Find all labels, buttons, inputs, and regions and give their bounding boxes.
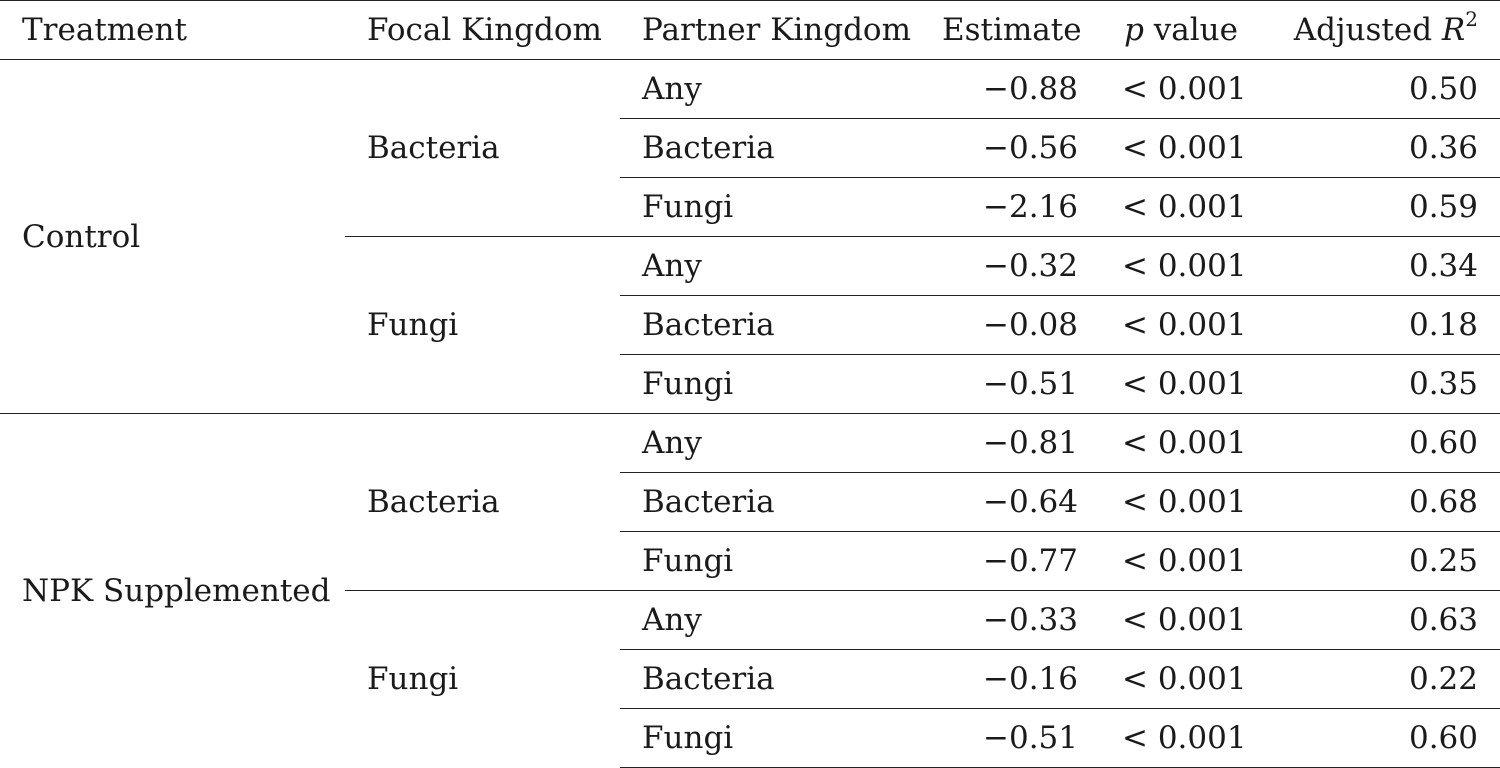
focal-kingdom-cell: Fungi [345, 591, 620, 768]
partner-kingdom-cell: Any [620, 237, 920, 296]
p-value-cell: < 0.001 [1100, 237, 1260, 296]
adjusted-r2-cell: 0.34 [1260, 237, 1500, 296]
focal-kingdom-cell: Bacteria [367, 130, 500, 166]
p-value-cell: < 0.001 [1100, 296, 1260, 355]
partner-kingdom-cell: Fungi [620, 532, 920, 591]
table-row [0, 60, 1500, 119]
partner-kingdom-cell: Bacteria [620, 119, 920, 178]
table-row [0, 414, 1500, 473]
adjusted-r2-cell: 0.60 [1260, 414, 1500, 473]
header-r2-italic: R [1441, 12, 1466, 48]
adjusted-r2-cell: 0.25 [1260, 532, 1500, 591]
adjusted-r2-cell: 0.68 [1260, 473, 1500, 532]
p-value-cell: < 0.001 [1100, 709, 1260, 768]
focal-kingdom-cell: Bacteria [345, 414, 620, 591]
partner-kingdom-cell: Bacteria [620, 650, 920, 709]
partner-kingdom-cell: Fungi [620, 355, 920, 414]
p-value-cell: < 0.001 [1122, 71, 1247, 107]
header-r2-sup: 2 [1465, 6, 1478, 31]
header-row [0, 1, 1500, 60]
estimate-cell: −0.32 [920, 237, 1100, 296]
header-focal-kingdom: Focal Kingdom [367, 12, 602, 48]
header-r2-prefix: Adjusted [1293, 12, 1442, 48]
p-value-cell: < 0.001 [1100, 591, 1260, 650]
p-value-cell: < 0.001 [1100, 532, 1260, 591]
estimate-cell: −2.16 [920, 178, 1100, 237]
header-p-rest: value [1143, 12, 1238, 48]
partner-kingdom-cell: Any [620, 591, 920, 650]
treatment-cell: Control [22, 218, 141, 255]
estimate-cell: −0.16 [920, 650, 1100, 709]
p-value-cell: < 0.001 [1100, 355, 1260, 414]
partner-kingdom-cell: Fungi [620, 178, 920, 237]
estimate-cell: −0.51 [920, 709, 1100, 768]
adjusted-r2-cell: 0.59 [1260, 178, 1500, 237]
adjusted-r2-cell: 0.36 [1260, 119, 1500, 178]
header-estimate: Estimate [942, 12, 1082, 48]
p-value-cell: < 0.001 [1100, 473, 1260, 532]
adjusted-r2-cell: 0.35 [1260, 355, 1500, 414]
partner-kingdom-cell: Bacteria [620, 473, 920, 532]
partner-kingdom-cell: Any [620, 414, 920, 473]
adjusted-r2-cell: 0.22 [1260, 650, 1500, 709]
table-body [0, 60, 1500, 768]
adjusted-r2-cell: 0.63 [1260, 591, 1500, 650]
estimate-cell: −0.08 [920, 296, 1100, 355]
focal-kingdom-cell: Fungi [345, 237, 620, 414]
estimate-cell: −0.77 [920, 532, 1100, 591]
estimate-cell: −0.64 [920, 473, 1100, 532]
estimate-cell: −0.33 [920, 591, 1100, 650]
partner-kingdom-cell: Bacteria [620, 296, 920, 355]
estimate-cell: −0.51 [920, 355, 1100, 414]
partner-kingdom-cell: Any [642, 71, 702, 107]
header-partner-kingdom: Partner Kingdom [642, 12, 911, 48]
header-p-value [1100, 1, 1260, 60]
estimate-cell: −0.81 [920, 414, 1100, 473]
adjusted-r2-cell: 0.60 [1260, 709, 1500, 768]
header-adjusted-r2 [1260, 1, 1500, 60]
partner-kingdom-cell: Fungi [620, 709, 920, 768]
p-value-cell: < 0.001 [1100, 119, 1260, 178]
adjusted-r2-cell: 0.18 [1260, 296, 1500, 355]
treatment-cell: NPK Supplemented [0, 414, 345, 768]
header-treatment: Treatment [22, 12, 187, 48]
p-value-cell: < 0.001 [1100, 650, 1260, 709]
estimate-cell: −0.88 [983, 71, 1078, 107]
p-value-cell: < 0.001 [1100, 414, 1260, 473]
estimate-cell: −0.56 [920, 119, 1100, 178]
header-p-italic: p [1124, 12, 1144, 48]
p-value-cell: < 0.001 [1100, 178, 1260, 237]
adjusted-r2-cell: 0.50 [1408, 71, 1478, 107]
